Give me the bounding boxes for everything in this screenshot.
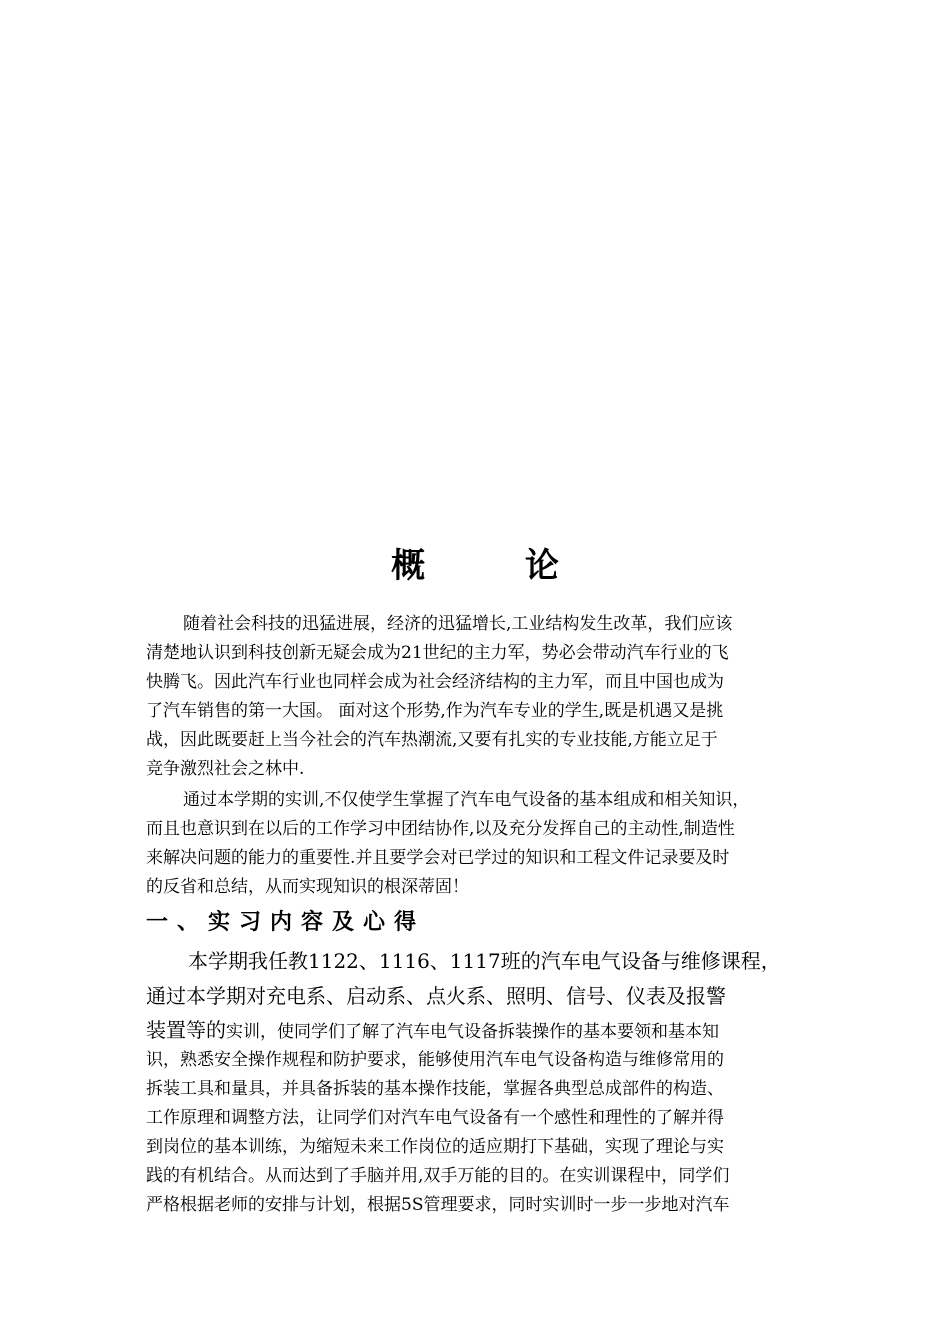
section-1-paragraph: [146, 944, 810, 1220]
mixed-size-text: 实训，使同学们了解了汽车电气设备拆装操作的基本要领和基本知: [226, 1022, 719, 1042]
paragraph-line: 到岗位的基本训练，为缩短未来工作岗位的适应期打下基础，实现了理论与实: [146, 1137, 724, 1157]
paragraph-line: 清楚地认识到科技创新无疑会成为21世纪的主力军，势必会带动汽车行业的飞: [146, 643, 729, 663]
paragraph-line: [146, 1014, 810, 1046]
paragraph-line: 拆装工具和量具，并具备拆装的基本操作技能，掌握各典型总成部件的构造、: [146, 1079, 724, 1099]
paragraph-line: 工作原理和调整方法，让同学们对汽车电气设备有一个感性和理性的了解并得: [146, 1108, 724, 1128]
section-heading: 一、实习内容及心得: [146, 910, 426, 935]
paragraph-line: 严格根据老师的安排与计划，根据5S管理要求，同时实训时一步一步地对汽车: [146, 1195, 730, 1215]
overview-paragraph-1: [146, 610, 810, 784]
paragraph-line: 战，因此既要赶上当今社会的汽车热潮流,又要有扎实的专业技能,方能立足于: [146, 730, 718, 750]
paragraph-line: 了汽车销售的第一大国。 面对这个形势,作为汽车专业的学生,既是机遇又是挑: [146, 701, 724, 721]
paragraph-line: 通过本学期的实训,不仅使学生掌握了汽车电气设备的基本组成和相关知识，: [183, 790, 750, 810]
overview-paragraph-2: [146, 786, 810, 902]
paragraph-line: 竞争激烈社会之林中.: [146, 759, 305, 779]
paragraph-line: 本学期我任教1122、1116、1117班的汽车电气设备与维修课程，: [188, 949, 781, 973]
paragraph-line: 来解决问题的能力的重要性.并且要学会对已学过的知识和工程文件记录要及时: [146, 848, 730, 868]
paragraph-line: 的反省和总结，从而实现知识的根深蒂固！: [146, 877, 469, 897]
paragraph-line: 践的有机结合。从而达到了手脑并用,双手万能的目的。在实训课程中，同学们: [146, 1166, 730, 1186]
mixed-size-text: 装置等的: [146, 1018, 226, 1042]
paragraph-line: 快腾飞。因此汽车行业也同样会成为社会经济结构的主力军，而且中国也成为: [146, 672, 724, 692]
paragraph-line: 通过本学期对充电系、启动系、点火系、照明、信号、仪表及报警: [146, 984, 726, 1008]
paragraph-line: 随着社会科技的迅猛进展，经济的迅猛增长,工业结构发生改革，我们应该: [183, 614, 733, 634]
paragraph-line: 而且也意识到在以后的工作学习中团结协作,以及充分发挥自己的主动性,制造性: [146, 819, 735, 839]
paragraph-line: 识，熟悉安全操作规程和防护要求，能够使用汽车电气设备构造与维修常用的: [146, 1050, 724, 1070]
page-title: 概 论: [391, 546, 603, 586]
